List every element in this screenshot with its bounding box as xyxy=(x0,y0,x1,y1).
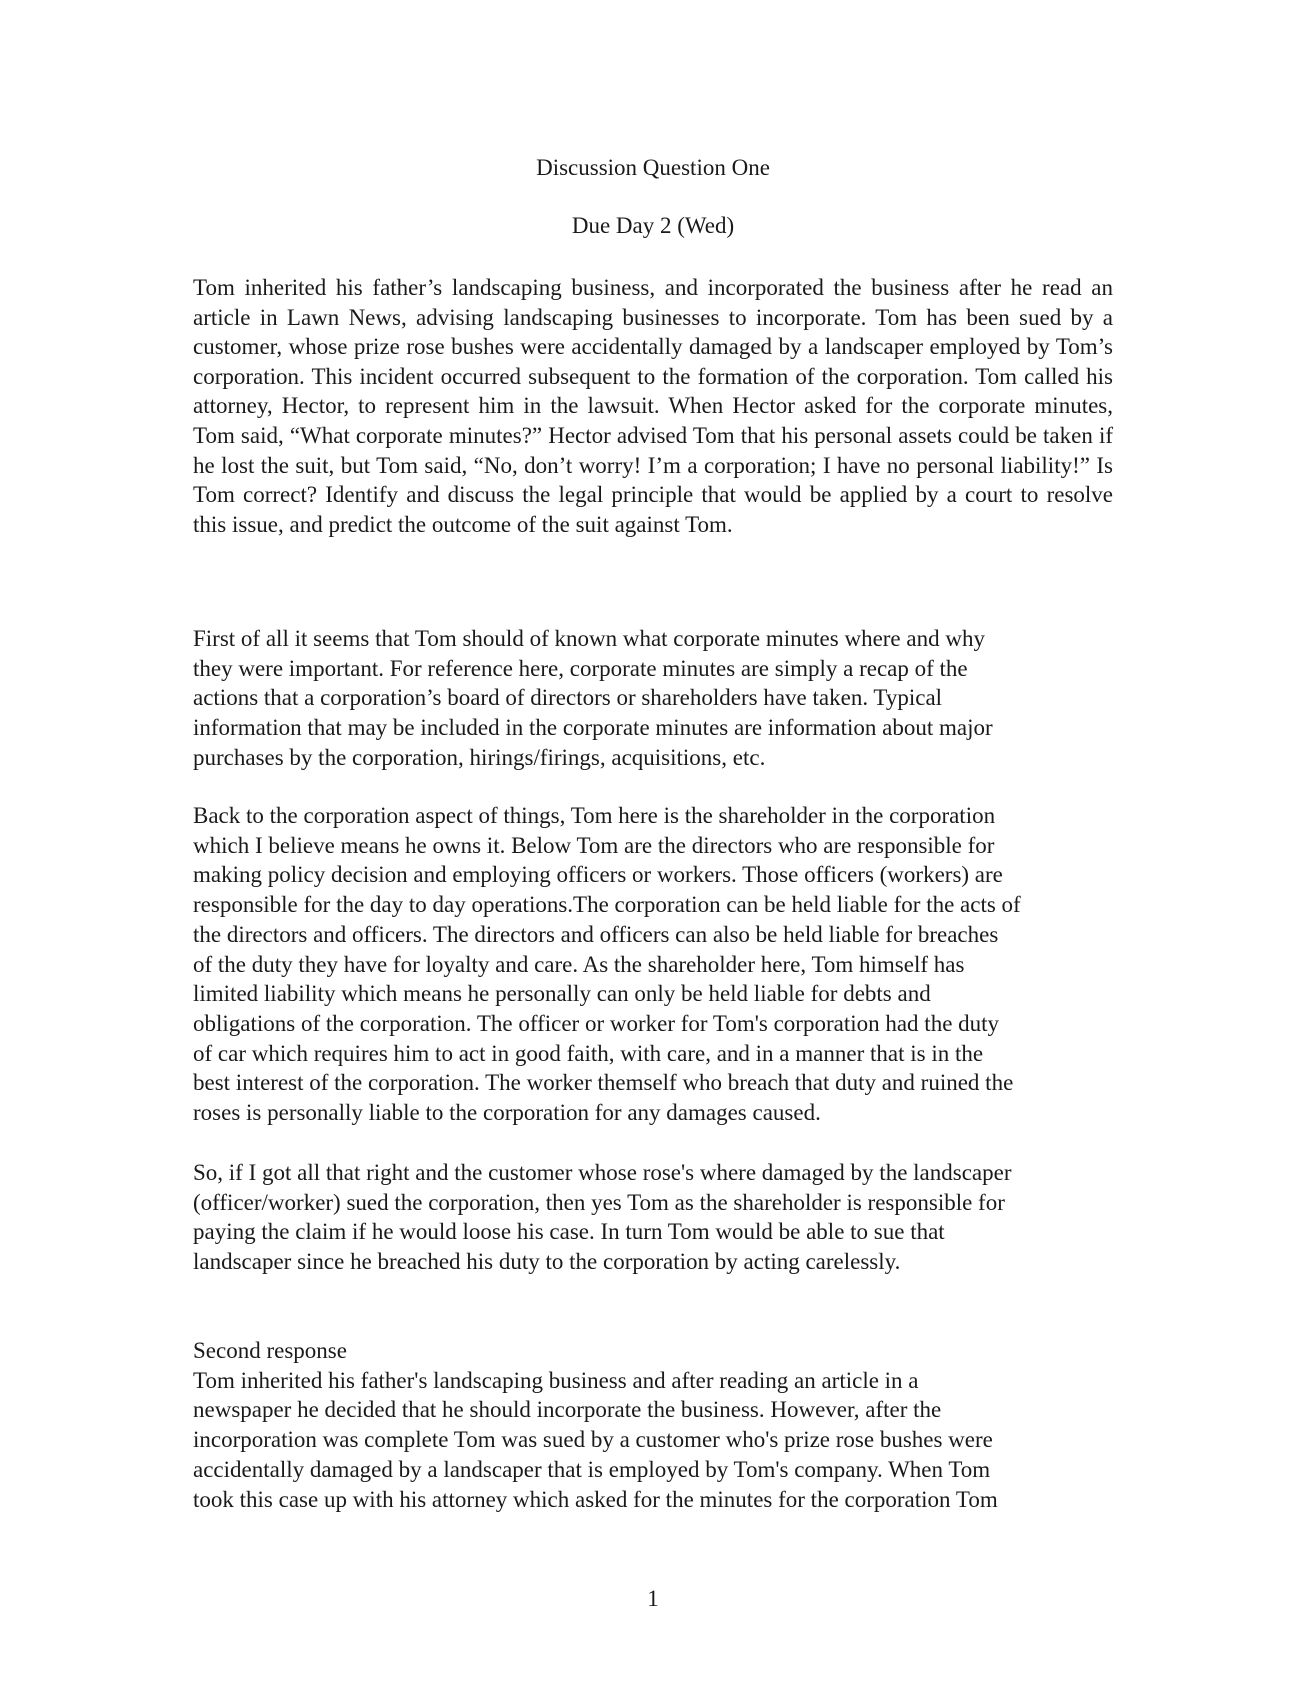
text-line: of car which requires him to act in good faith, with care, and in a manner that is in the xyxy=(193,1040,984,1066)
text-line: of the duty they have for loyalty and care. As the shareholder here, Tom himself has xyxy=(193,951,965,977)
text-line: obligations of the corporation. The officer or worker for Tom's corporation had the duty xyxy=(193,1010,1000,1036)
second-response-heading: Second response xyxy=(193,1338,347,1363)
question-prompt: Tom inherited his father’s landscaping business, and incorporated the business after he read an article in Lawn News, advising landscaping businesses to incorporate. Tom has been sued by a customer, whose prize rose bushes were accidentally damaged by a landscaper employed by Tom’s corporation. This incident occurred subsequent to the formation of the corporation. Tom called his attorney, Hector, to represent him in the lawsuit. When Hector asked for the corporate minutes, Tom said, “What corporate minutes?” Hector advised Tom that his personal assets could be taken if he lost the suit, but Tom said, “No, don’t worry! I’m a corporation; I have no personal liability!” Is Tom correct? Identify and discuss the legal principle that would be applied by a court to resolve this issue, and predict the outcome of the suit against Tom. xyxy=(193,275,1113,537)
text-line: Back to the corporation aspect of things, Tom here is the shareholder in the corporation xyxy=(193,803,996,828)
page-number: 1 xyxy=(647,1586,659,1611)
text-line: which I believe means he owns it. Below Tom are the directors who are responsible for xyxy=(193,832,995,858)
text-line: incorporation was complete Tom was sued by a customer who's prize rose bushes were xyxy=(193,1427,993,1453)
due-date: Due Day 2 (Wed) xyxy=(571,213,735,238)
text-line: Tom inherited his father's landscaping business and after reading an article in a xyxy=(193,1367,919,1393)
answer-paragraph-3 xyxy=(193,1158,1128,1277)
text-line: So, if I got all that right and the customer whose rose's where damaged by the landscaper xyxy=(193,1160,1012,1185)
text-line: responsible for the day to day operations.The corporation can be held liable for the acts of xyxy=(193,892,1021,918)
text-line: (officer/worker) sued the corporation, then yes Tom as the shareholder is responsible for xyxy=(193,1189,1005,1215)
text-line: roses is personally liable to the corporation for any damages caused. xyxy=(193,1100,821,1126)
text-line: they were important. For reference here, corporate minutes are simply a recap of the xyxy=(193,655,968,681)
text-line: the directors and officers. The directors and officers can also be held liable for breaches xyxy=(193,921,999,947)
text-line: limited liability which means he personally can only be held liable for debts and xyxy=(193,981,931,1007)
text-line: making policy decision and employing officers or workers. Those officers (workers) are xyxy=(193,862,1003,888)
text-line: newspaper he decided that he should incorporate the business. However, after the xyxy=(193,1397,942,1423)
second-response xyxy=(193,1336,1128,1514)
text-line: landscaper since he breached his duty to the corporation by acting carelessly. xyxy=(193,1249,901,1275)
answer-paragraph-1 xyxy=(193,624,1128,773)
text-line: information that may be included in the corporate minutes are information about major xyxy=(193,715,993,741)
text-line: paying the claim if he would loose his case. In turn Tom would be able to sue that xyxy=(193,1219,945,1245)
answer-paragraph-2 xyxy=(193,801,1128,1128)
document-title: Discussion Question One xyxy=(536,155,770,180)
text-line: best interest of the corporation. The worker themself who breach that duty and ruined the xyxy=(193,1070,1014,1096)
text-line: actions that a corporation’s board of directors or shareholders have taken. Typical xyxy=(193,685,943,711)
text-line: accidentally damaged by a landscaper that is employed by Tom's company. When Tom xyxy=(193,1456,991,1482)
text-line: First of all it seems that Tom should of known what corporate minutes where and why xyxy=(193,626,985,651)
text-line: purchases by the corporation, hirings/firings, acquisitions, etc. xyxy=(193,744,766,770)
text-line: took this case up with his attorney which asked for the minutes for the corporation Tom xyxy=(193,1486,998,1512)
